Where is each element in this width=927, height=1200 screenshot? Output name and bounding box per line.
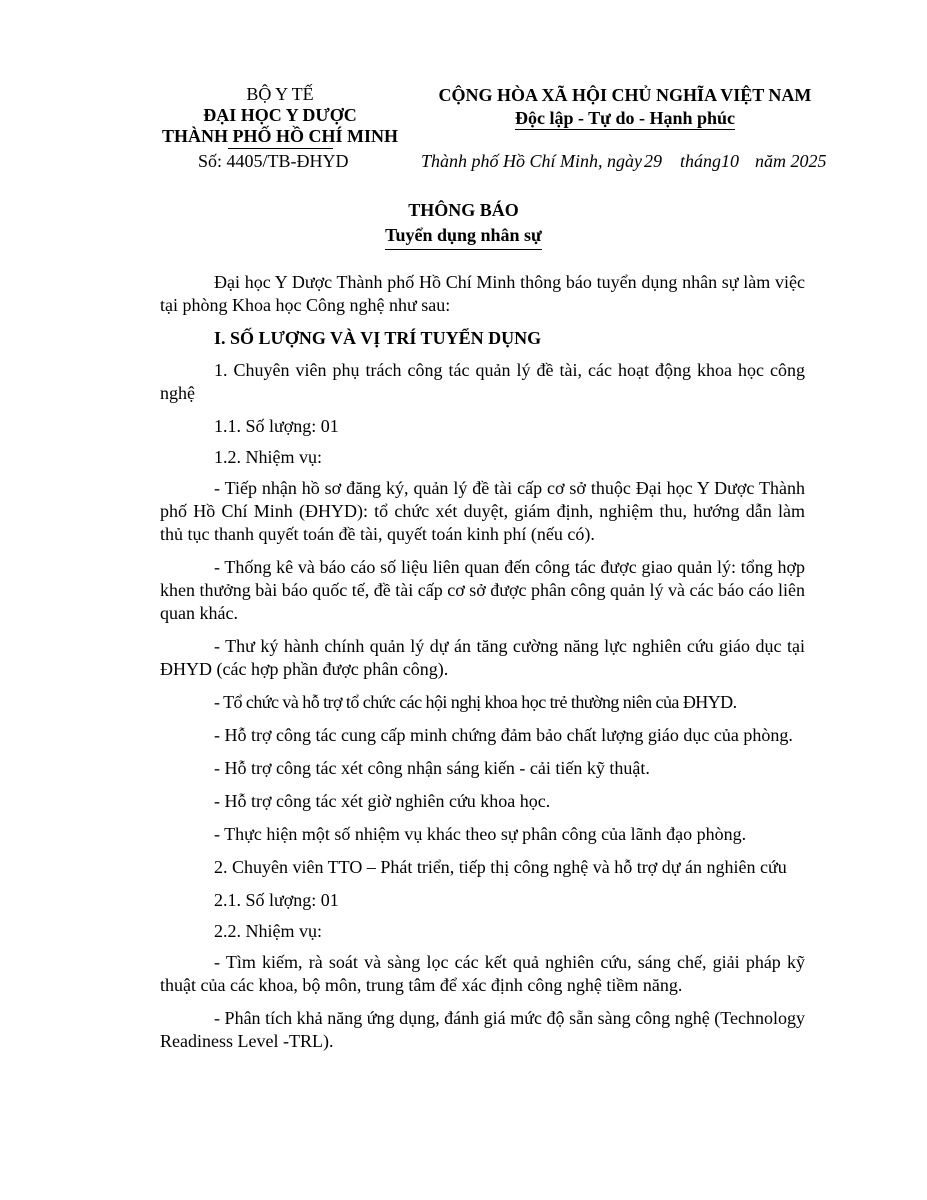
position-1-quantity: 1.1. Số lượng: 01: [214, 416, 339, 436]
issuer-underline: [228, 148, 333, 149]
duty-item: - Tiếp nhận hồ sơ đăng ký, quản lý đề tài cấp cơ sở thuộc Đại học Y Dược Thành phố Hồ Chí Minh (ĐHYD): tổ chức xét duyệt, giám định, nghiệm thu, hướng dẫn làm thủ tục thanh quyết toán đề tài, quyết toán kinh phí (nếu có).: [160, 478, 805, 544]
duty-item: - Hỗ trợ công tác cung cấp minh chứng đảm bảo chất lượng giáo dục của phòng.: [214, 725, 793, 745]
date-prefix: Thành phố Hồ Chí Minh, ngày: [421, 151, 643, 171]
position-1-title: 1. Chuyên viên phụ trách công tác quản lý đề tài, các hoạt động khoa học công nghệ: [160, 360, 805, 403]
date-month: 10: [721, 151, 740, 171]
issue-date: [421, 151, 827, 172]
national-motto: Độc lập - Tự do - Hạnh phúc: [514, 108, 736, 128]
position-2-title: 2. Chuyên viên TTO – Phát triển, tiếp thị công nghệ và hỗ trợ dự án nghiên cứu: [214, 857, 787, 877]
duty-item: - Hỗ trợ công tác xét giờ nghiên cứu khoa học.: [214, 791, 551, 811]
notice-title: THÔNG BÁO: [408, 200, 519, 220]
section-heading: I. SỐ LƯỢNG VÀ VỊ TRÍ TUYỂN DỤNG: [214, 328, 542, 348]
position-2-duties-label: 2.2. Nhiệm vụ:: [214, 921, 322, 941]
notice-body: [160, 271, 805, 1063]
duty-item: - Thực hiện một số nhiệm vụ khác theo sự phân công của lãnh đạo phòng.: [214, 824, 747, 844]
notice-subtitle: Tuyển dụng nhân sự: [385, 225, 542, 250]
duty-item: - Phân tích khả năng ứng dụng, đánh giá mức độ sẵn sàng công nghệ (Technology Readiness Level -TRL).: [160, 1008, 805, 1051]
document-number: Số: 4405/TB-ĐHYD: [198, 151, 349, 171]
issuer-block: [150, 84, 410, 149]
republic-name: CỘNG HÒA XÃ HỘI CHỦ NGHĨA VIỆT NAM: [438, 85, 812, 105]
position-2-quantity: 2.1. Số lượng: 01: [214, 890, 339, 910]
date-month-label: tháng: [680, 151, 722, 171]
duty-item: - Hỗ trợ công tác xét công nhận sáng kiến - cải tiến kỹ thuật.: [214, 758, 650, 778]
duty-item: - Tìm kiếm, rà soát và sàng lọc các kết quả nghiên cứu, sáng chế, giải pháp kỹ thuật của các khoa, bộ môn, trung tâm để xác định công nghệ tiềm năng.: [160, 952, 805, 995]
date-year: năm 2025: [755, 151, 827, 171]
duty-item: - Thư ký hành chính quản lý dự án tăng cường năng lực nghiên cứu giáo dục tại ĐHYD (các hợp phần được phân công).: [160, 636, 805, 679]
university-name-line2: THÀNH PHỐ HỒ CHÍ MINH: [161, 126, 398, 146]
national-header: [420, 84, 830, 130]
date-day: 29: [644, 151, 663, 171]
notice-subtitle-wrap: [0, 225, 927, 250]
position-1-duties-label: 1.2. Nhiệm vụ:: [214, 447, 322, 467]
duty-item: - Thống kê và báo cáo số liệu liên quan đến công tác được giao quản lý: tổng hợp khen thưởng bài báo quốc tế, đề tài cấp cơ sở được phân công quản lý và các báo cáo liên quan khác.: [160, 557, 805, 623]
duty-item: - Tổ chức và hỗ trợ tổ chức các hội nghị khoa học trẻ thường niên của ĐHYD.: [214, 692, 737, 712]
university-name-line1: ĐẠI HỌC Y DƯỢC: [203, 105, 357, 125]
ministry-name: BỘ Y TẾ: [246, 84, 314, 104]
intro-paragraph: Đại học Y Dược Thành phố Hồ Chí Minh thông báo tuyển dụng nhân sự làm việc tại phòng Khoa học Công nghệ như sau:: [160, 272, 805, 315]
